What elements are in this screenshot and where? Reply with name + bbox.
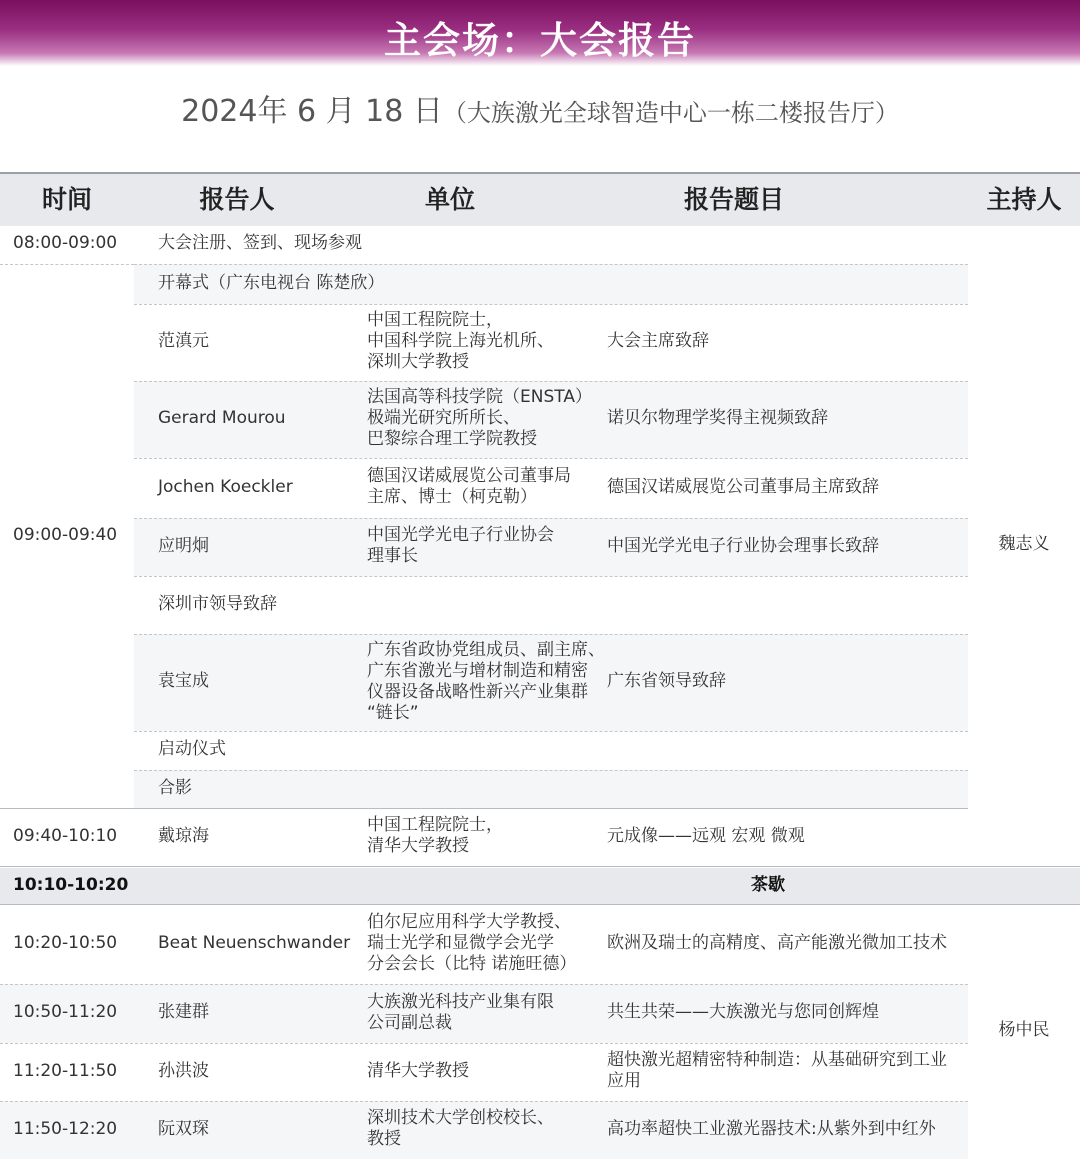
row-divider: [134, 264, 968, 265]
host-name: 魏志义: [998, 533, 1050, 554]
speaker-unit-line: 理事长: [367, 546, 418, 566]
report-topic-line: 欧洲及瑞士的高精度、高产能激光微加工技术: [607, 932, 947, 953]
time-slot: 10:10-10:20: [13, 874, 129, 895]
row-divider: [0, 904, 1080, 905]
table-header: [0, 172, 1080, 226]
time-slot: 10:50-11:20: [13, 1002, 118, 1022]
title-banner: [0, 0, 1080, 66]
time-slot: 11:20-11:50: [13, 1060, 118, 1081]
row-divider: [0, 1101, 968, 1102]
tea-break-bar: [0, 868, 1080, 904]
report-topic-line: 诺贝尔物理学奖得主视频致辞: [607, 408, 828, 428]
speaker-name: 戴琼海: [158, 825, 209, 846]
report-topic-line: 大会主席致辞: [607, 331, 709, 351]
speaker-unit-line: 清华大学教授: [367, 1060, 469, 1081]
speaker-unit-line: 广东省政协党组成员、副主席、: [367, 639, 605, 660]
speaker-unit-line: 伯尔尼应用科学大学教授、: [367, 911, 571, 932]
speaker-name: Jochen Koeckler: [158, 476, 293, 497]
row-divider: [134, 304, 968, 305]
speaker-unit-line: 深圳大学教授: [367, 352, 469, 372]
speaker-unit-line: 法国高等科技学院（ENSTA）: [367, 387, 592, 407]
speaker-unit-line: 分会会长（比特 诺施旺德）: [367, 953, 577, 974]
report-topic-line: 共生共荣——大族激光与您同创辉煌: [607, 1002, 879, 1022]
session-subtitle: [0, 86, 1080, 130]
speaker-unit-line: “链长”: [367, 702, 419, 723]
page-title: 主会场：大会报告: [384, 19, 696, 62]
session-date: 2024年 6 月 18 日: [181, 94, 443, 129]
report-topic-line: 广东省领导致辞: [607, 671, 726, 691]
row-band: [134, 770, 968, 808]
agenda-item: 深圳市领导致辞: [158, 593, 277, 614]
report-topic-line: 高功率超快工业激光器技术:从紫外到中红外: [607, 1118, 936, 1139]
agenda-item: 合影: [158, 777, 192, 798]
row-divider: [134, 458, 968, 459]
time-slot: 10:20-10:50: [13, 932, 118, 953]
row-divider: [134, 576, 968, 577]
speaker-name: Beat Neuenschwander: [158, 932, 351, 953]
speaker-unit-line: 教授: [367, 1129, 401, 1149]
speaker-name: 范滇元: [158, 331, 209, 351]
host-name: 杨中民: [998, 1020, 1050, 1040]
speaker-unit-line: 中国光学光电子行业协会: [367, 525, 554, 545]
speaker-name: 应明炯: [158, 535, 209, 556]
speaker-unit-line: 大族激光科技产业集有限: [367, 991, 554, 1012]
speaker-unit-line: 德国汉诺威展览公司董事局: [367, 466, 571, 486]
speaker-unit-line: 深圳技术大学创校校长、: [367, 1108, 554, 1128]
speaker-unit-line: 仪器设备战略性新兴产业集群: [367, 681, 588, 702]
speaker-name: 孙洪波: [158, 1060, 209, 1081]
speaker-unit-line: 中国工程院院士，: [367, 310, 503, 330]
header-host: 主持人: [986, 185, 1062, 214]
speaker-name: Gerard Mourou: [158, 408, 286, 428]
row-divider: [0, 1043, 968, 1044]
header-unit: 单位: [424, 185, 475, 214]
agenda-item: 启动仪式: [158, 739, 226, 759]
speaker-name: 袁宝成: [158, 671, 209, 691]
speaker-name: 张建群: [158, 1002, 209, 1022]
speaker-name: 阮双琛: [158, 1118, 209, 1139]
row-divider: [134, 770, 968, 771]
agenda-item: 开幕式（广东电视台 陈楚欣）: [158, 272, 385, 293]
report-topic-line: 超快激光超精密特种制造：从基础研究到工业: [607, 1050, 947, 1070]
speaker-unit-line: 中国工程院院士，: [367, 815, 503, 835]
speaker-unit-line: 广东省激光与增材制造和精密: [367, 660, 588, 681]
tea-break-label: 茶歇: [751, 874, 785, 895]
row-divider: [134, 518, 968, 519]
speaker-unit-line: 清华大学教授: [367, 836, 469, 856]
header-time: 时间: [41, 185, 92, 214]
agenda-item: 大会注册、签到、现场参观: [158, 232, 362, 253]
speaker-unit-line: 巴黎综合理工学院教授: [367, 429, 537, 449]
row-divider: [0, 264, 134, 265]
row-divider: [134, 381, 968, 382]
header-speaker: 报告人: [199, 185, 275, 214]
speaker-unit-line: 中国科学院上海光机所、: [367, 331, 554, 351]
time-slot: 09:40-10:10: [13, 825, 118, 846]
speaker-unit-line: 公司副总裁: [367, 1012, 452, 1033]
report-topic-line: 德国汉诺威展览公司董事局主席致辞: [607, 476, 879, 497]
speaker-unit-line: 主席、博士（柯克勒）: [367, 487, 537, 507]
row-divider: [134, 731, 968, 732]
report-topic-line: 中国光学光电子行业协会理事长致辞: [607, 535, 879, 556]
row-divider: [134, 634, 968, 635]
speaker-unit-line: 瑞士光学和显微学会光学: [367, 932, 554, 953]
header-topic: 报告题目: [683, 185, 784, 214]
report-topic-line: 元成像——远观 宏观 微观: [607, 825, 805, 846]
time-slot: 08:00-09:00: [13, 232, 118, 253]
speaker-unit-line: 极端光研究所所长、: [367, 408, 520, 428]
row-divider: [0, 808, 968, 809]
row-divider: [0, 984, 968, 985]
time-slot: 09:00-09:40: [13, 524, 118, 545]
row-divider: [0, 866, 1080, 867]
session-venue: （大族激光全球智造中心一栋二楼报告厅）: [442, 99, 899, 127]
report-topic-line: 应用: [607, 1071, 641, 1091]
time-slot: 11:50-12:20: [13, 1118, 118, 1139]
